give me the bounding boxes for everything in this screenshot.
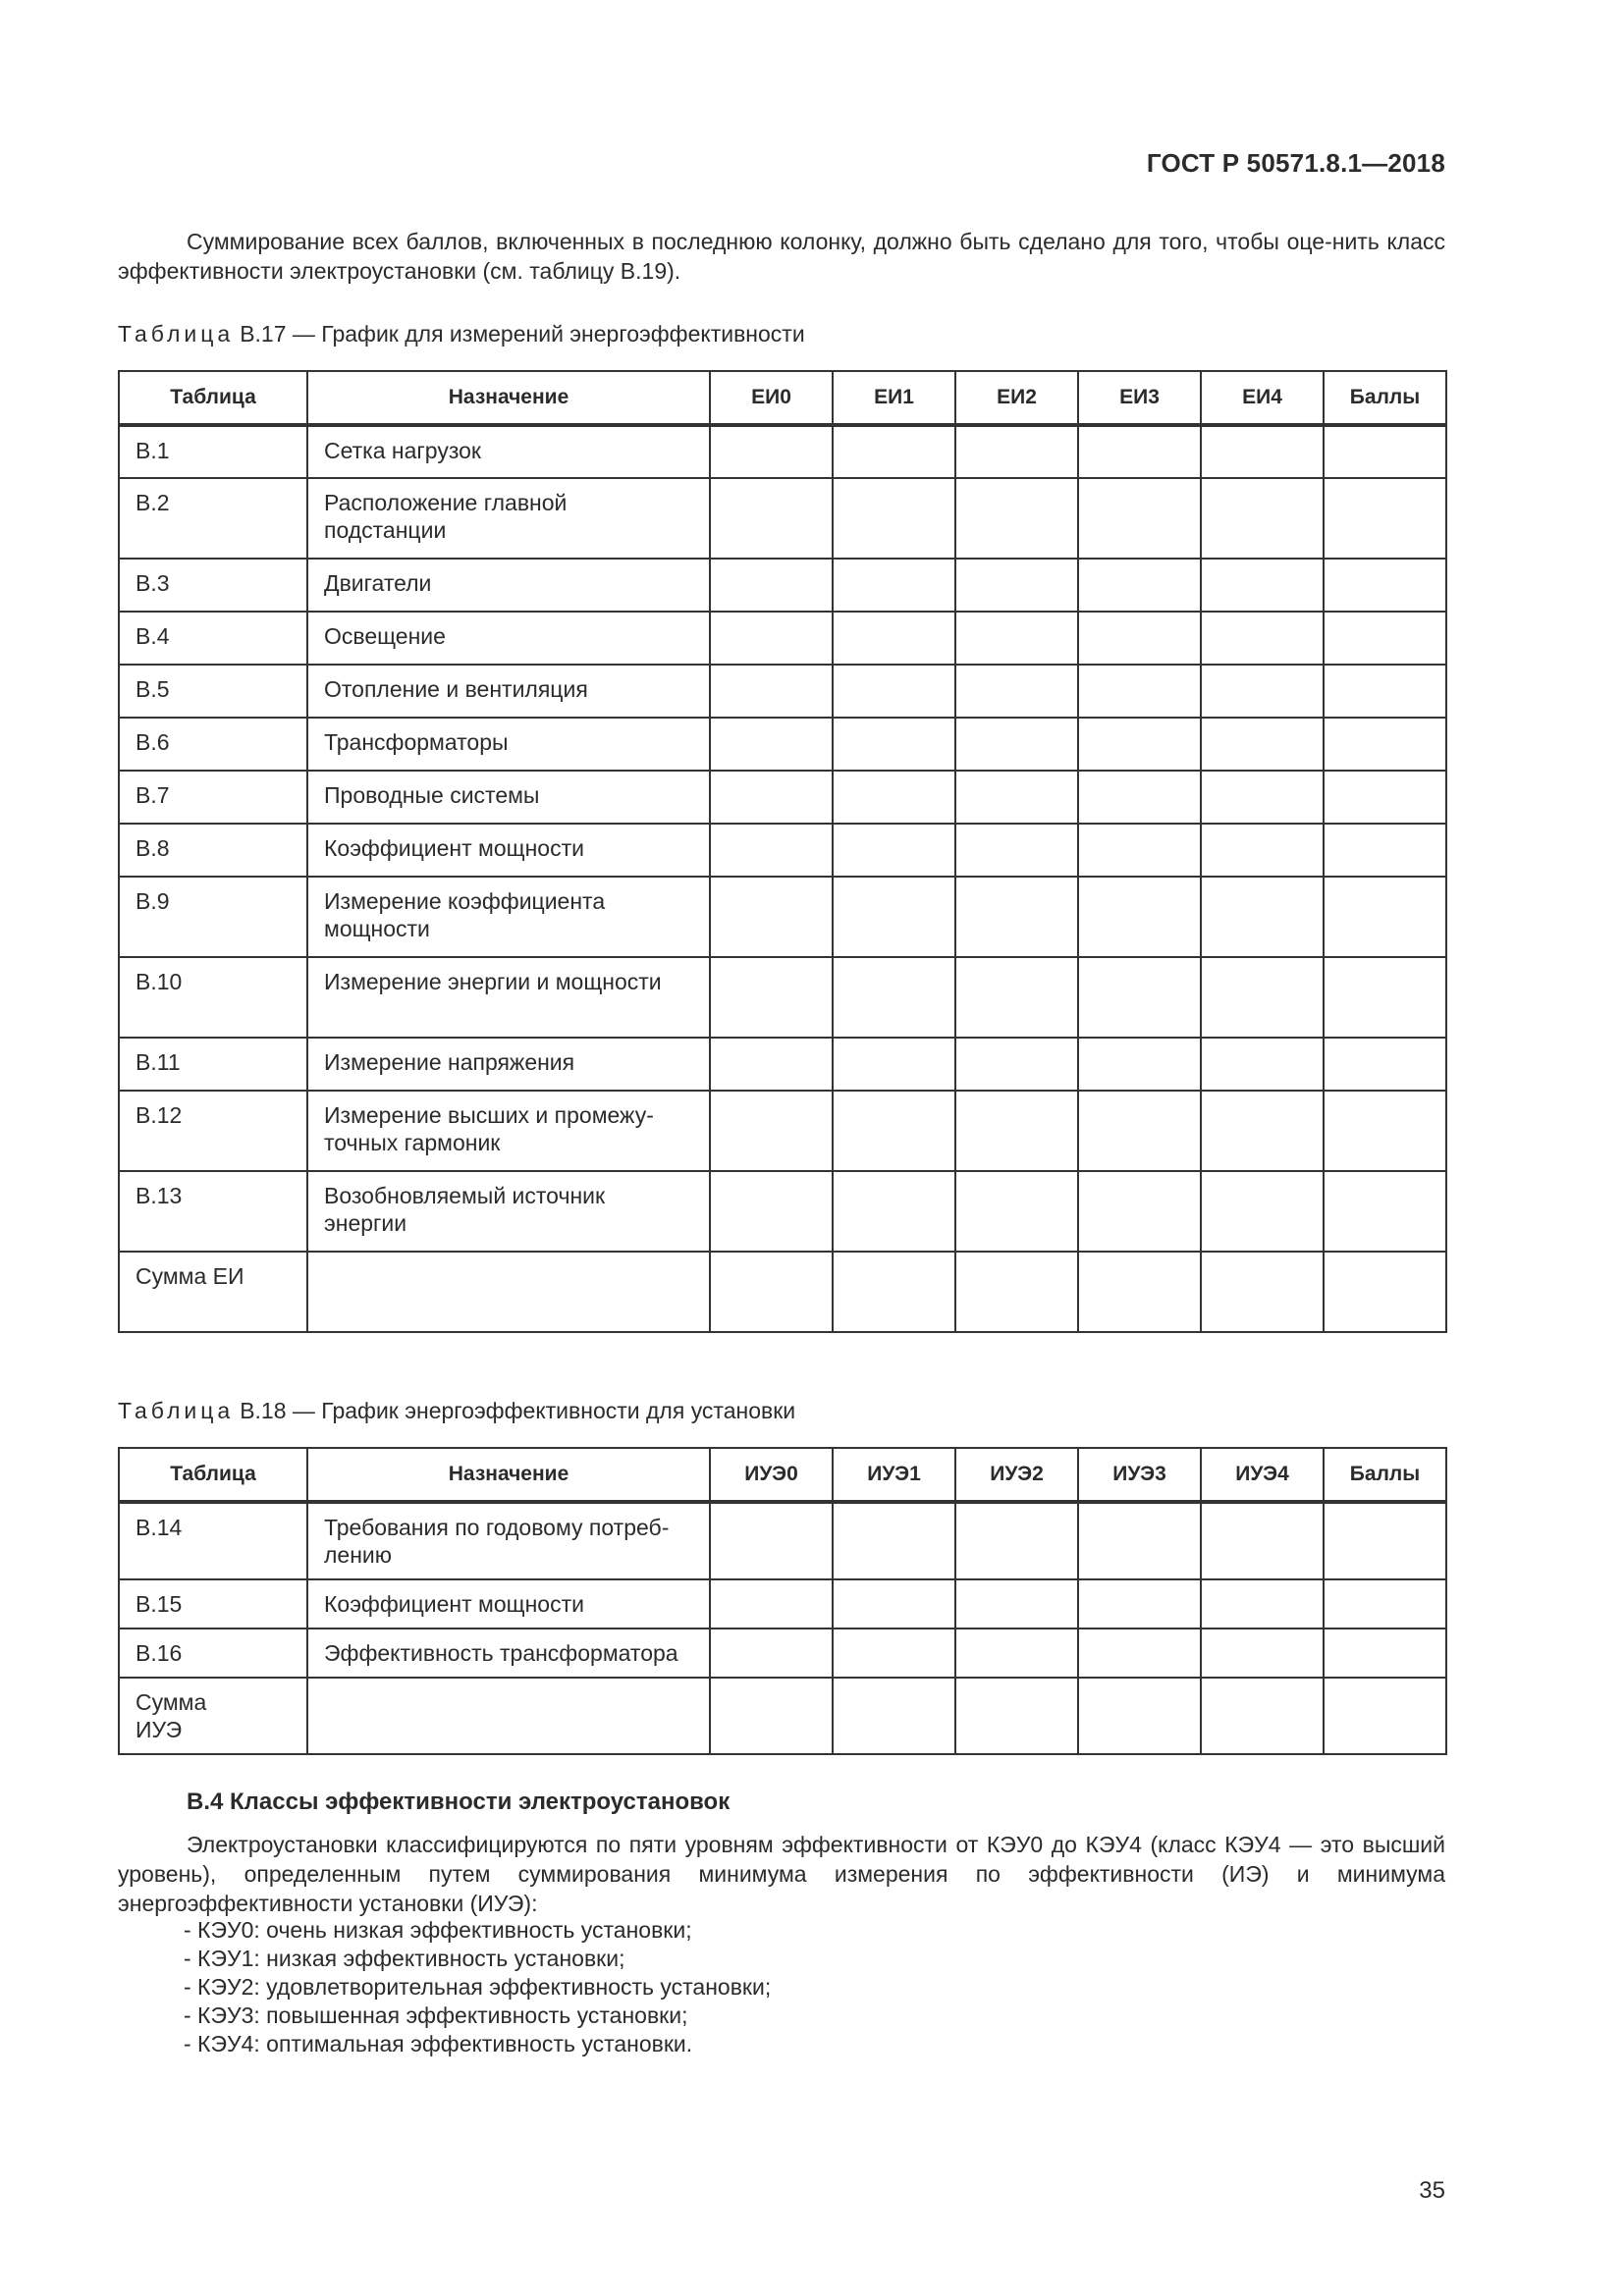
table18-header-cell: Назначение [307, 1448, 710, 1502]
score-cell [710, 771, 833, 824]
points-cell [1324, 1091, 1446, 1171]
points-cell [1324, 1579, 1446, 1629]
table17-header-cell: Баллы [1324, 371, 1446, 425]
table17-header-cell: Таблица [119, 371, 307, 425]
section-paragraph-text: Электроустановки классифицируются по пяти уровням эффективности от КЭУ0 до КЭУ4 (класс КЭУ4 — это высший уровень), определенным путем суммирования минимума измерения по эффективности (ИЭ) и минимума энергоэффективности установки (ИУЭ): [118, 1832, 1445, 1916]
intro-paragraph [118, 227, 1445, 286]
score-cell [1078, 1252, 1201, 1332]
table17-header-cell: ЕИ0 [710, 371, 833, 425]
score-cell [1078, 1678, 1201, 1754]
score-cell [1201, 665, 1324, 718]
score-cell [833, 478, 955, 559]
points-cell [1324, 1502, 1446, 1579]
purpose-cell: Коэффициент мощности [307, 824, 710, 877]
score-cell [1078, 824, 1201, 877]
score-cell [1078, 1171, 1201, 1252]
purpose-cell: Сетка нагрузок [307, 425, 710, 478]
table17-header-row [119, 371, 1446, 425]
score-cell [955, 425, 1078, 478]
score-cell [1201, 425, 1324, 478]
table17-header-cell: ЕИ3 [1078, 371, 1201, 425]
table-ref-cell: В.9 [119, 877, 307, 957]
table-ref-cell: В.1 [119, 425, 307, 478]
table-ref-cell: Сумма ИУЭ [119, 1678, 307, 1754]
table-row [119, 665, 1446, 718]
score-cell [1078, 1038, 1201, 1091]
score-cell [833, 1252, 955, 1332]
section-paragraph [118, 1830, 1445, 1918]
score-cell [833, 957, 955, 1038]
score-cell [955, 1252, 1078, 1332]
table18-header-cell: Таблица [119, 1448, 307, 1502]
score-cell [1078, 771, 1201, 824]
points-cell [1324, 1678, 1446, 1754]
score-cell [710, 559, 833, 612]
score-cell [1201, 1171, 1324, 1252]
score-cell [1078, 665, 1201, 718]
score-cell [1078, 1629, 1201, 1678]
table-ref-cell: В.5 [119, 665, 307, 718]
purpose-cell: Измерение напряжения [307, 1038, 710, 1091]
score-cell [1078, 612, 1201, 665]
score-cell [710, 1171, 833, 1252]
table-row [119, 559, 1446, 612]
purpose-cell: Двигатели [307, 559, 710, 612]
score-cell [710, 1579, 833, 1629]
table-row [119, 1629, 1446, 1678]
score-cell [833, 1502, 955, 1579]
table-row [119, 612, 1446, 665]
table-row [119, 425, 1446, 478]
class-list [184, 1916, 771, 2058]
table17-header-cell: ЕИ1 [833, 371, 955, 425]
score-cell [833, 1038, 955, 1091]
points-cell [1324, 957, 1446, 1038]
score-cell [1201, 771, 1324, 824]
score-cell [1201, 957, 1324, 1038]
purpose-cell: Освещение [307, 612, 710, 665]
score-cell [955, 559, 1078, 612]
score-cell [710, 1091, 833, 1171]
points-cell [1324, 478, 1446, 559]
purpose-cell: Коэффициент мощности [307, 1579, 710, 1629]
points-cell [1324, 877, 1446, 957]
table-row [119, 1579, 1446, 1629]
purpose-cell [307, 1252, 710, 1332]
score-cell [955, 1502, 1078, 1579]
points-cell [1324, 1252, 1446, 1332]
purpose-cell: Эффективность трансформатора [307, 1629, 710, 1678]
table18 [118, 1447, 1447, 1755]
purpose-cell: Измерение высших и промежу-точных гармоник [307, 1091, 710, 1171]
table-row [119, 877, 1446, 957]
purpose-cell: Измерение энергии и мощности [307, 957, 710, 1038]
score-cell [710, 957, 833, 1038]
table-ref-cell: В.10 [119, 957, 307, 1038]
score-cell [833, 718, 955, 771]
score-cell [1201, 1091, 1324, 1171]
score-cell [833, 1678, 955, 1754]
points-cell [1324, 1629, 1446, 1678]
table-ref-cell: Сумма ЕИ [119, 1252, 307, 1332]
score-cell [1201, 478, 1324, 559]
table18-header-cell: ИУЭ1 [833, 1448, 955, 1502]
points-cell [1324, 559, 1446, 612]
purpose-cell: Измерение коэффициента мощности [307, 877, 710, 957]
table17-header-cell: ЕИ4 [1201, 371, 1324, 425]
score-cell [833, 771, 955, 824]
score-cell [710, 1252, 833, 1332]
purpose-cell: Проводные системы [307, 771, 710, 824]
score-cell [1201, 877, 1324, 957]
score-cell [710, 425, 833, 478]
table-ref-cell: В.14 [119, 1502, 307, 1579]
score-cell [955, 478, 1078, 559]
table-row [119, 957, 1446, 1038]
score-cell [833, 425, 955, 478]
list-item: - КЭУ1: низкая эффективность установки; [184, 1946, 625, 1971]
score-cell [1078, 425, 1201, 478]
score-cell [710, 877, 833, 957]
score-cell [1078, 1579, 1201, 1629]
purpose-cell: Трансформаторы [307, 718, 710, 771]
score-cell [710, 1629, 833, 1678]
list-item: - КЭУ4: оптимальная эффективность установки. [184, 2031, 693, 2056]
score-cell [710, 478, 833, 559]
score-cell [955, 612, 1078, 665]
score-cell [1201, 1502, 1324, 1579]
table18-header-cell: ИУЭ0 [710, 1448, 833, 1502]
score-cell [955, 1579, 1078, 1629]
score-cell [1078, 478, 1201, 559]
purpose-cell: Расположение главной подстанции [307, 478, 710, 559]
score-cell [1078, 559, 1201, 612]
purpose-cell: Возобновляемый источник энергии [307, 1171, 710, 1252]
score-cell [833, 559, 955, 612]
document-header: ГОСТ Р 50571.8.1—2018 [1146, 148, 1445, 178]
score-cell [955, 718, 1078, 771]
score-cell [710, 1038, 833, 1091]
table-ref-cell: В.15 [119, 1579, 307, 1629]
score-cell [833, 824, 955, 877]
points-cell [1324, 425, 1446, 478]
table-ref-cell: В.6 [119, 718, 307, 771]
score-cell [1201, 559, 1324, 612]
score-cell [833, 665, 955, 718]
purpose-cell: Отопление и вентиляция [307, 665, 710, 718]
table18-caption-prefix: Таблица [118, 1398, 235, 1423]
table17-caption [118, 319, 805, 348]
score-cell [710, 718, 833, 771]
table17-caption-prefix: Таблица [118, 321, 235, 347]
table-ref-cell: В.8 [119, 824, 307, 877]
table18-caption [118, 1396, 795, 1425]
score-cell [955, 1038, 1078, 1091]
score-cell [710, 612, 833, 665]
table18-header-cell: ИУЭ3 [1078, 1448, 1201, 1502]
score-cell [1078, 1091, 1201, 1171]
table-ref-cell: В.7 [119, 771, 307, 824]
score-cell [1201, 1579, 1324, 1629]
table18-header-cell: Баллы [1324, 1448, 1446, 1502]
list-item: - КЭУ3: повышенная эффективность установки; [184, 2002, 688, 2028]
score-cell [955, 1629, 1078, 1678]
purpose-cell [307, 1678, 710, 1754]
page-number: 35 [1419, 2177, 1445, 2204]
score-cell [955, 665, 1078, 718]
table-ref-cell: В.16 [119, 1629, 307, 1678]
list-item: - КЭУ2: удовлетворительная эффективность установки; [184, 1974, 772, 2000]
score-cell [955, 957, 1078, 1038]
table18-header-cell: ИУЭ2 [955, 1448, 1078, 1502]
score-cell [833, 877, 955, 957]
table18-header-cell: ИУЭ4 [1201, 1448, 1324, 1502]
table-row [119, 1038, 1446, 1091]
table-ref-cell: В.12 [119, 1091, 307, 1171]
table18-header-row [119, 1448, 1446, 1502]
score-cell [1201, 718, 1324, 771]
table-ref-cell: В.11 [119, 1038, 307, 1091]
score-cell [955, 1091, 1078, 1171]
table-row [119, 1171, 1446, 1252]
table-row [119, 771, 1446, 824]
score-cell [955, 771, 1078, 824]
table-ref-cell: В.4 [119, 612, 307, 665]
table-sum-row [119, 1678, 1446, 1754]
table17 [118, 370, 1447, 1333]
score-cell [1078, 877, 1201, 957]
score-cell [955, 877, 1078, 957]
table-row [119, 478, 1446, 559]
list-item: - КЭУ0: очень низкая эффективность установки; [184, 1917, 692, 1943]
table-ref-cell: В.3 [119, 559, 307, 612]
score-cell [1201, 1252, 1324, 1332]
score-cell [955, 1678, 1078, 1754]
score-cell [1078, 718, 1201, 771]
score-cell [710, 1678, 833, 1754]
score-cell [833, 1091, 955, 1171]
intro-paragraph-text: Суммирование всех баллов, включенных в последнюю колонку, должно быть сделано для того, чтобы оце-нить класс эффективности электроустановки (см. таблицу В.19). [118, 229, 1445, 284]
points-cell [1324, 665, 1446, 718]
table18-caption-text: В.18 — График энергоэффективности для установки [240, 1398, 796, 1423]
score-cell [1078, 957, 1201, 1038]
table-row [119, 1502, 1446, 1579]
score-cell [1078, 1502, 1201, 1579]
table17-header-cell: ЕИ2 [955, 371, 1078, 425]
table-sum-row [119, 1252, 1446, 1332]
score-cell [833, 1579, 955, 1629]
score-cell [1201, 1678, 1324, 1754]
score-cell [710, 1502, 833, 1579]
score-cell [955, 1171, 1078, 1252]
points-cell [1324, 718, 1446, 771]
score-cell [833, 612, 955, 665]
score-cell [1201, 1629, 1324, 1678]
table-row [119, 1091, 1446, 1171]
table-row [119, 718, 1446, 771]
score-cell [1201, 612, 1324, 665]
table-ref-cell: В.13 [119, 1171, 307, 1252]
score-cell [1201, 824, 1324, 877]
score-cell [955, 824, 1078, 877]
table-row [119, 824, 1446, 877]
score-cell [710, 665, 833, 718]
points-cell [1324, 1038, 1446, 1091]
points-cell [1324, 1171, 1446, 1252]
purpose-cell: Требования по годовому потреб-лению [307, 1502, 710, 1579]
table-ref-cell: В.2 [119, 478, 307, 559]
points-cell [1324, 771, 1446, 824]
section-title: В.4 Классы эффективности электроустановок [187, 1789, 731, 1815]
score-cell [1201, 1038, 1324, 1091]
score-cell [833, 1629, 955, 1678]
points-cell [1324, 612, 1446, 665]
score-cell [710, 824, 833, 877]
table17-header-cell: Назначение [307, 371, 710, 425]
points-cell [1324, 824, 1446, 877]
score-cell [833, 1171, 955, 1252]
table17-caption-text: В.17 — График для измерений энергоэффективности [240, 321, 805, 347]
